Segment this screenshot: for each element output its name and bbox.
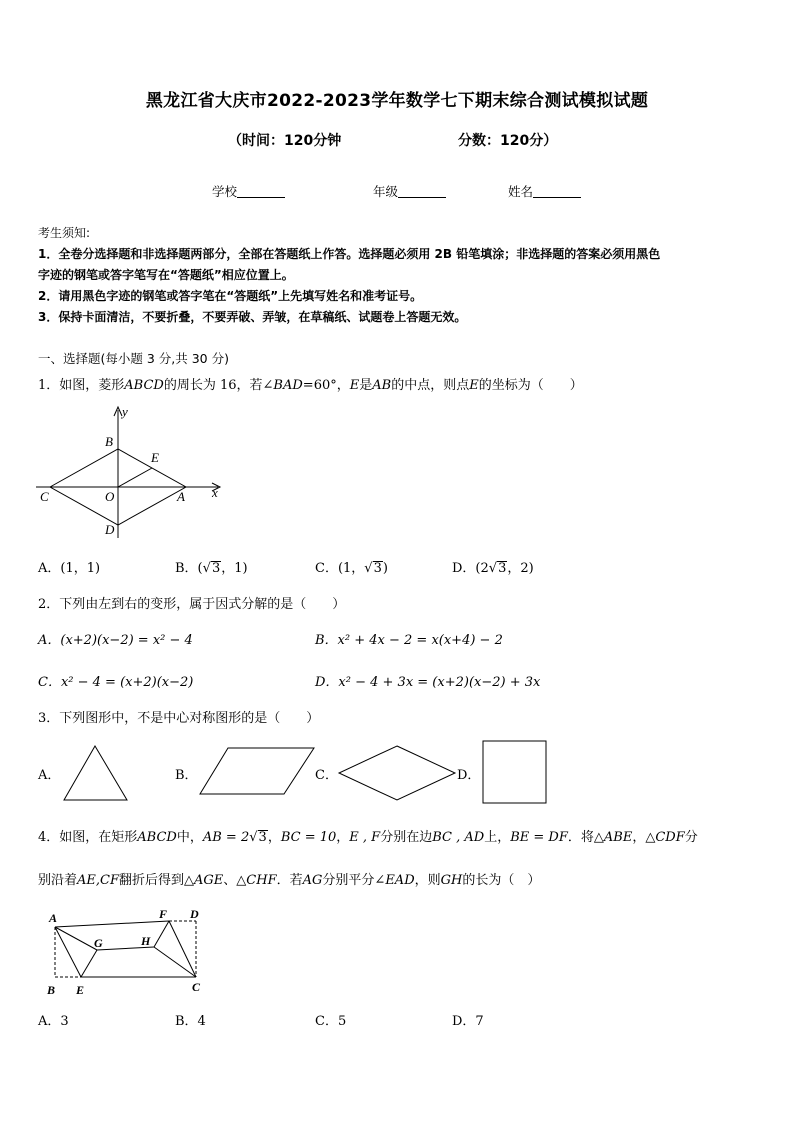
rhombus-shape — [337, 744, 457, 802]
grade-blank — [398, 185, 446, 198]
q4-text: 别沿着 — [38, 873, 78, 888]
q4-ag: AG — [302, 873, 323, 888]
q1-stem-text: =60°， — [302, 378, 350, 393]
q1-option-c-text: C．(1， — [315, 561, 365, 576]
q2-option-d[interactable]: D．x² − 4 + 3x = (x+2)(x−2) + 3x — [315, 675, 541, 690]
q1-option-a[interactable]: A．(1，1) — [38, 561, 101, 576]
segment-ge — [81, 950, 97, 977]
q4-text: 的长为（ ） — [462, 873, 541, 888]
q1-option-d-text: ，2) — [507, 561, 534, 576]
segment-fc — [169, 921, 196, 977]
q1-option-c-text: ) — [382, 561, 388, 576]
q4-text: 分别在边 — [380, 830, 433, 845]
q1-option-d-root: 3 — [498, 561, 507, 576]
q2-option-a[interactable]: A．(x+2)(x−2) = x² − 4 — [38, 633, 193, 648]
q4-ab-eq: AB = 2 — [202, 830, 250, 845]
q1-e: E — [469, 378, 479, 393]
grade-field — [373, 182, 446, 200]
q4-be-df: BE = DF — [510, 830, 568, 845]
q4-text: 上， — [484, 830, 511, 845]
q4-bc-eq: BC = 10 — [280, 830, 337, 845]
q1-option-b[interactable]: B．(√3，1) — [175, 561, 248, 576]
q3-option-a[interactable]: A． — [38, 768, 61, 783]
q4-stem-line2 — [38, 869, 540, 888]
q1-option-b-text: B．( — [175, 561, 203, 576]
q4-option-d[interactable]: D．7 — [452, 1014, 484, 1029]
label-c: C — [192, 980, 201, 994]
q4-text: ，则 — [414, 873, 441, 888]
notice-item-1: 1．全卷分选择题和非选择题两部分，全部在答题纸上作答。选择题必须用 2B 铅笔填涂；非选择题的答案必须用黑色 — [38, 247, 661, 261]
label-a: A — [49, 911, 58, 925]
label-f: F — [159, 907, 168, 921]
segment-oe — [118, 468, 152, 487]
segment-hc — [154, 947, 196, 977]
segment-hf — [154, 921, 169, 947]
q4-text: ， — [267, 830, 281, 845]
segment-af — [55, 921, 169, 927]
q4-age: △AGE — [184, 873, 224, 888]
q4-ef: E , F — [349, 830, 381, 845]
q1-option-c-root: 3 — [373, 561, 382, 576]
label-x: x — [212, 485, 218, 500]
q1-stem-text: 1．如图，菱形 — [38, 378, 125, 393]
label-g: G — [94, 936, 103, 950]
q1-bad: BAD — [273, 378, 303, 393]
label-o: O — [105, 489, 115, 504]
q4-gh: GH — [440, 873, 463, 888]
notice-item-3: 3．保持卡面清洁，不要折叠，不要弄破、弄皱，在草稿纸、试题卷上答题无效。 — [38, 310, 467, 324]
label-b: B — [105, 434, 113, 449]
grade-label: 年级 — [373, 184, 399, 199]
page-title: 黑龙江省大庆市2022-2023学年数学七下期末综合测试模拟试题 — [145, 91, 649, 111]
q4-text: 翻折后得到 — [119, 873, 185, 888]
parallelogram-outline — [200, 748, 314, 794]
score-label: 分数：120分） — [458, 133, 558, 149]
q1-stem-text: 的周长为 16，若∠ — [163, 378, 274, 393]
q1-stem-text: 是 — [359, 378, 373, 393]
notice-heading: 考生须知: — [38, 226, 91, 240]
label-e: E — [76, 983, 85, 997]
notice-item-1-cont: 字迹的钢笔或答字笔写在“答题纸”相应位置上。 — [38, 268, 294, 282]
q4-ab-root: 3 — [258, 830, 267, 845]
label-y: y — [122, 404, 128, 419]
triangle-shape — [62, 744, 130, 802]
q1-rhombus-figure — [36, 404, 226, 540]
label-a: A — [177, 489, 185, 504]
parallelogram-shape — [198, 746, 316, 796]
q3-option-d[interactable]: D． — [457, 768, 481, 783]
q4-stem-line1: 4．如图，在矩形ABCD中，AB = 2√3，BC = 10，E , F分别在边BC , AD上，BE = DF．将△ABE，△CDF分 — [38, 830, 698, 845]
q1-option-c[interactable]: C．(1，√3) — [315, 561, 388, 576]
q4-rectangle-figure — [38, 904, 216, 998]
q1-abcd: ABCD — [124, 378, 164, 393]
q4-ead: EAD — [385, 873, 415, 888]
q3-option-c[interactable]: C． — [315, 768, 338, 783]
q4-aecf: AE,CF — [77, 873, 119, 888]
q2-stem: 2．下列由左到右的变形，属于因式分解的是（ ） — [38, 597, 346, 612]
q4-option-b[interactable]: B．4 — [175, 1014, 206, 1029]
q4-text: 分 — [684, 830, 698, 845]
q1-e: E — [349, 378, 360, 393]
name-field — [508, 182, 581, 200]
label-b: B — [47, 983, 56, 997]
name-blank — [533, 185, 581, 198]
q3-option-b[interactable]: B． — [175, 768, 198, 783]
q4-option-a[interactable]: A．3 — [38, 1014, 69, 1029]
q4-chf: △CHF — [236, 873, 277, 888]
q4-text: ， — [336, 830, 350, 845]
q1-stem-text: 的坐标为（ ） — [478, 378, 583, 393]
q2-option-b[interactable]: B．x² + 4x − 2 = x(x+4) − 2 — [315, 633, 503, 648]
section-heading: 一、选择题(每小题 3 分,共 30 分) — [38, 351, 229, 366]
q1-ab: AB — [372, 378, 392, 393]
rhombus-outline — [339, 746, 455, 800]
label-e: E — [151, 450, 159, 465]
q1-stem-text: 的中点，则点 — [391, 378, 470, 393]
label-d: D — [105, 522, 115, 537]
square-outline — [483, 741, 546, 803]
q1-stem — [38, 374, 583, 393]
notice-item-2: 2．请用黑色字迹的钢笔或答字笔在“答题纸”上先填写姓名和准考证号。 — [38, 289, 423, 303]
q4-text: 4．如图，在矩形 — [38, 830, 138, 845]
q4-text: 、 — [223, 873, 237, 888]
q4-text: ．若 — [276, 873, 303, 888]
q4-text: ．将 — [567, 830, 594, 845]
school-label: 学校 — [212, 184, 238, 199]
q4-text: 中， — [176, 830, 203, 845]
label-d: D — [190, 907, 199, 921]
school-field — [212, 182, 285, 200]
square-shape — [482, 740, 548, 804]
name-label: 姓名 — [508, 184, 534, 199]
q4-cdf: △CDF — [645, 830, 685, 845]
label-c: C — [40, 489, 49, 504]
q4-text: ， — [632, 830, 646, 845]
q2-option-c[interactable]: C．x² − 4 = (x+2)(x−2) — [38, 675, 194, 690]
q4-bcad: BC , AD — [432, 830, 485, 845]
triangle-outline — [64, 746, 127, 800]
q3-stem: 3．下列图形中，不是中心对称图形的是（ ） — [38, 711, 320, 726]
school-blank — [237, 185, 285, 198]
q1-option-d-text: D．(2 — [452, 561, 489, 576]
time-label: （时间：120分钟 — [228, 133, 342, 149]
q1-option-b-text: ，1) — [221, 561, 248, 576]
label-h: H — [141, 934, 151, 948]
q1-option-b-root: 3 — [211, 561, 221, 576]
q4-abcd: ABCD — [137, 830, 177, 845]
q4-abe: △ABE — [593, 830, 633, 845]
q4-text: 分别平分∠ — [322, 873, 386, 888]
q1-option-d[interactable]: D．(2√3，2) — [452, 561, 534, 576]
q4-option-c[interactable]: C．5 — [315, 1014, 347, 1029]
